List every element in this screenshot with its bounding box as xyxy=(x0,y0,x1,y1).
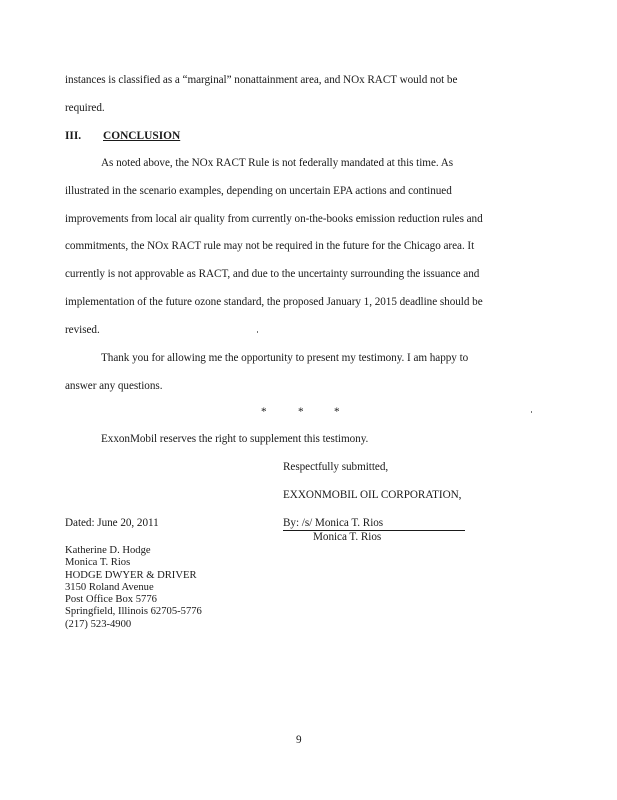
paragraph1-line-3: improvements from local air quality from currently on-the-books emission reduction rules and xyxy=(65,213,483,225)
scan-speck xyxy=(531,411,532,413)
separator-asterisk: * xyxy=(334,406,340,418)
carryover-line-2: required. xyxy=(65,102,105,114)
address-line: 3150 Roland Avenue xyxy=(65,581,154,593)
section-number: III. xyxy=(65,130,82,142)
address-line: Post Office Box 5776 xyxy=(65,594,157,606)
address-line: (217) 523-4900 xyxy=(65,618,132,630)
signature-company: EXXONMOBIL OIL CORPORATION, xyxy=(283,489,462,501)
separator-asterisk: * xyxy=(261,406,267,418)
signature-closing: Respectfully submitted, xyxy=(283,461,389,473)
address-line: Katherine D. Hodge xyxy=(65,545,151,556)
signature-by-line xyxy=(283,517,465,531)
paragraph2-line-2: answer any questions. xyxy=(65,380,163,392)
paragraph1-line-7: revised. xyxy=(65,324,100,336)
signature-by-text: By: /s/ Monica T. Rios xyxy=(283,517,384,529)
paragraph1-line-6: implementation of the future ozone standard, the proposed January 1, 2015 deadline should be xyxy=(65,296,483,308)
paragraph1-line-2: illustrated in the scenario examples, depending on uncertain EPA actions and continued xyxy=(65,185,452,197)
scan-speck xyxy=(257,331,258,333)
paragraph1-line-5: currently is not approvable as RACT, and due to the uncertainty surrounding the issuance and xyxy=(65,268,480,280)
dated-line: Dated: June 20, 2011 xyxy=(65,517,159,529)
paragraph1-line-1: As noted above, the NOx RACT Rule is not federally mandated at this time. As xyxy=(101,157,454,169)
section-title: CONCLUSION xyxy=(103,130,181,142)
page-number: 9 xyxy=(296,734,302,746)
address-line: Monica T. Rios xyxy=(65,557,131,569)
separator-asterisk: * xyxy=(298,406,304,418)
reserve-statement: ExxonMobil reserves the right to supplement this testimony. xyxy=(101,433,369,445)
paragraph2-line-1: Thank you for allowing me the opportunity to present my testimony. I am happy to xyxy=(101,352,469,364)
address-line: HODGE DWYER & DRIVER xyxy=(65,569,197,581)
address-line: Springfield, Illinois 62705-5776 xyxy=(65,606,202,618)
address-block xyxy=(65,545,202,631)
carryover-line-1: instances is classified as a “marginal” nonattainment area, and NOx RACT would not be xyxy=(65,74,458,86)
paragraph1-line-4: commitments, the NOx RACT rule may not be required in the future for the Chicago area. It xyxy=(65,240,475,252)
signer-name: Monica T. Rios xyxy=(313,531,382,543)
